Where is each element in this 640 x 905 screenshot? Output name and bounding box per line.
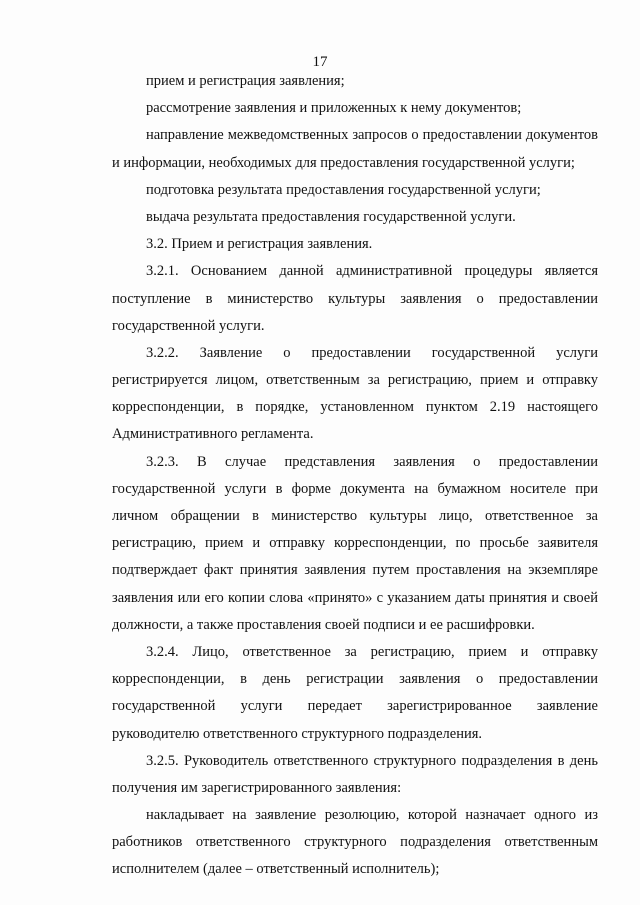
page-number: 17 bbox=[312, 54, 328, 70]
text-line: поступление в министерство культуры заявления о предоставлении bbox=[112, 290, 598, 307]
text-line: направление межведомственных запросов о предоставлении документов bbox=[146, 127, 598, 144]
text-line: государственной услуги передает зарегистрированное заявление bbox=[112, 698, 598, 715]
text-line: подготовка результата предоставления государственной услуги; bbox=[146, 181, 541, 198]
text-line: исполнителем (далее – ответственный исполнитель); bbox=[112, 861, 440, 878]
text-line: выдача результата предоставления государственной услуги. bbox=[146, 208, 516, 225]
text-line: регистрацию, прием и отправку корреспонденции, по просьбе заявителя bbox=[112, 535, 598, 552]
document-body bbox=[112, 68, 598, 884]
text-line: прием и регистрация заявления; bbox=[146, 73, 345, 89]
text-line: накладывает на заявление резолюцию, которой назначает одного из bbox=[146, 807, 598, 824]
text-line: получения им зарегистрированного заявления: bbox=[112, 779, 402, 796]
text-line: 3.2.4. Лицо, ответственное за регистрацию, прием и отправку bbox=[146, 643, 598, 660]
text-line: рассмотрение заявления и приложенных к нему документов; bbox=[146, 100, 522, 117]
text-line: работников ответственного структурного подразделения ответственным bbox=[112, 834, 598, 851]
text-line: корреспонденции, в порядке, установленном пунктом 2.19 настоящего bbox=[112, 399, 598, 416]
text-line: 3.2.2. Заявление о предоставлении государственной услуги bbox=[146, 344, 598, 361]
text-line: заявления или его копии слова «принято» с указанием даты принятия и своей bbox=[112, 589, 598, 606]
text-line: 3.2.5. Руководитель ответственного структурного подразделения в день bbox=[146, 752, 598, 769]
text-line: подтверждает факт принятия заявления путем проставления на экземпляре bbox=[112, 562, 598, 579]
text-line: 3.2.1. Основанием данной административной процедуры является bbox=[146, 263, 598, 280]
text-line: корреспонденции, в день регистрации заявления о предоставлении bbox=[112, 671, 598, 688]
text-line: Административного регламента. bbox=[112, 426, 314, 443]
text-line: руководителю ответственного структурного подразделения. bbox=[112, 725, 483, 742]
text-line: личном обращении в министерство культуры лицо, ответственное за bbox=[112, 508, 598, 524]
text-line: должности, а также проставления своей подписи и ее расшифровки. bbox=[112, 616, 535, 633]
text-line: государственной услуги в форме документа на бумажном носителе при bbox=[112, 480, 598, 497]
text-line: 3.2.3. В случае представления заявления о предоставлении bbox=[146, 453, 598, 470]
text-line: регистрируется лицом, ответственным за регистрацию, прием и отправку bbox=[112, 372, 598, 389]
section-heading: 3.2. Прием и регистрация заявления. bbox=[146, 236, 373, 253]
text-line: и информации, необходимых для предоставления государственной услуги; bbox=[112, 154, 575, 171]
text-line: государственной услуги. bbox=[112, 317, 265, 334]
